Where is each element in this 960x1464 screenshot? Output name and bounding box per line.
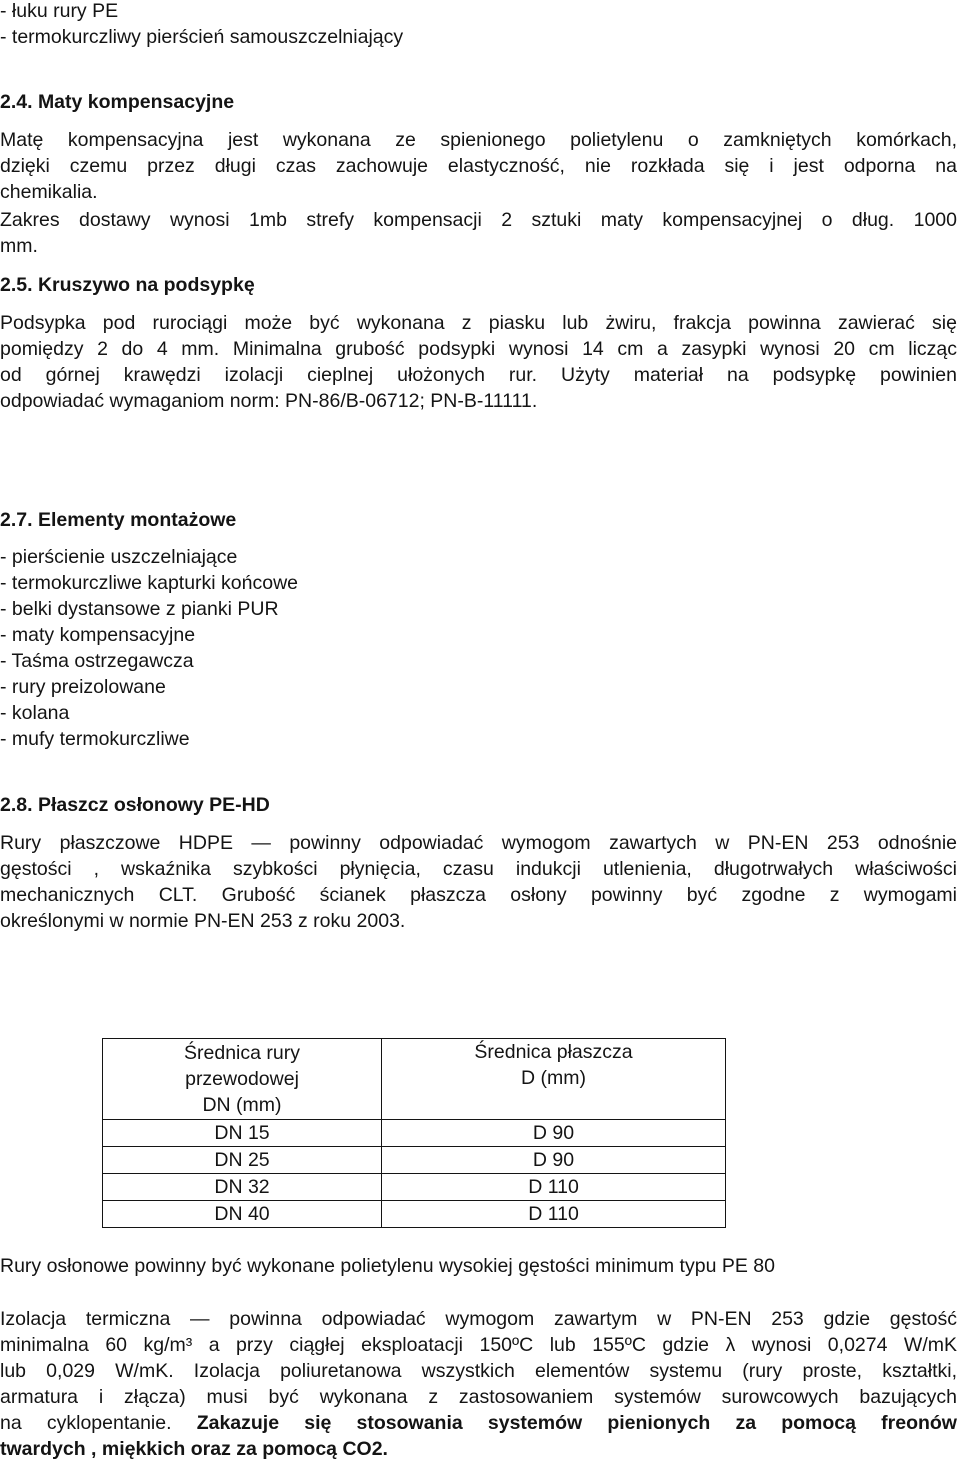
bold-warning-text: twardych , miękkich oraz za pomocą CO2. xyxy=(0,1438,388,1460)
paragraph-line: mechanicznych CLT. Grubość ścianek płaszcza osłony powinny być zgodne z wymogami xyxy=(0,884,957,906)
table-header-cell: Średnica rury przewodowej DN (mm) xyxy=(103,1039,382,1120)
list-item: - belki dystansowe z pianki PUR xyxy=(0,598,279,620)
list-item: - maty kompensacyjne xyxy=(0,624,196,646)
paragraph-line: od górnej krawędzi izolacji cieplnej ułożonych rur. Użyty materiał na podsypkę powinien xyxy=(0,364,957,386)
paragraph-line: Zakres dostawy wynosi 1mb strefy kompensacji 2 sztuki maty kompensacyjnej o dług. 1000 xyxy=(0,209,957,231)
list-item: - rury preizolowane xyxy=(0,676,166,698)
list-item: - termokurczliwe kapturki końcowe xyxy=(0,572,299,594)
table-cell: DN 32 xyxy=(103,1174,382,1201)
paragraph-line: armatura i złącza) musi być wykonana z zastosowaniem systemów surowcowych bazujących xyxy=(0,1386,957,1408)
list-item: - łuku rury PE xyxy=(0,0,119,22)
list-item: - mufy termokurczliwe xyxy=(0,728,190,750)
paragraph-line: Podsypka pod rurociągi może być wykonana z piasku lub żwiru, frakcja powinna zawierać się xyxy=(0,312,957,334)
paragraph-text: na cyklopentanie. xyxy=(0,1412,197,1434)
list-item: - kolana xyxy=(0,702,70,724)
paragraph-line: Rury osłonowe powinny być wykonane polietylenu wysokiej gęstości minimum typu PE 80 xyxy=(0,1255,775,1277)
paragraph-line: Izolacja termiczna — powinna odpowiadać wymogom zawartym w PN-EN 253 gdzie gęstość xyxy=(0,1308,957,1330)
paragraph-line: dzięki czemu przez długi czas zachowuje elastyczność, nie rozkłada się i jest odporna na xyxy=(0,155,957,177)
paragraph-line: chemikalia. xyxy=(0,181,98,203)
table-cell: D 90 xyxy=(382,1120,726,1147)
table-header-cell: Średnica płaszcza D (mm) xyxy=(382,1039,726,1120)
paragraph-line: określonymi w normie PN-EN 253 z roku 2003. xyxy=(0,910,406,932)
paragraph-line: pomiędzy 2 do 4 mm. Minimalna grubość podsypki wynosi 14 cm a zasypki wynosi 20 cm licząc xyxy=(0,338,957,360)
table-header-row xyxy=(103,1039,726,1120)
diameter-table xyxy=(102,1038,726,1228)
list-item: - pierścienie uszczelniające xyxy=(0,546,238,568)
section-heading-2-4: 2.4. Maty kompensacyjne xyxy=(0,91,235,113)
bold-warning-text: Zakazuje się stosowania systemów pienionych za pomocą freonów xyxy=(196,1412,957,1434)
table-cell: DN 40 xyxy=(103,1201,382,1228)
paragraph-line: gęstości , wskaźnika szybkości płynięcia, czasu indukcji utlenienia, długotrwałych właściwości xyxy=(0,858,957,880)
table-row xyxy=(103,1201,726,1228)
table-cell: DN 15 xyxy=(103,1120,382,1147)
list-item: - Taśma ostrzegawcza xyxy=(0,650,194,672)
paragraph-line: Matę kompensacyjna jest wykonana ze spienionego polietylenu o zamkniętych komórkach, xyxy=(0,129,957,151)
paragraph-line xyxy=(0,1410,957,1436)
table-cell: D 90 xyxy=(382,1147,726,1174)
paragraph-line: minimalna 60 kg/m³ a przy ciągłej eksploatacji 150ºC lub 155ºC gdzie λ wynosi 0,0274 W/mK xyxy=(0,1334,957,1356)
table-cell: DN 25 xyxy=(103,1147,382,1174)
paragraph-line: odpowiadać wymaganiom norm: PN-86/B-06712; PN-B-11111. xyxy=(0,390,538,412)
paragraph-line: lub 0,029 W/mK. Izolacja poliuretanowa wszystkich elementów systemu (rury proste, kształtki, xyxy=(0,1360,957,1382)
paragraph-line: mm. xyxy=(0,235,38,257)
table-row xyxy=(103,1147,726,1174)
section-heading-2-7: 2.7. Elementy montażowe xyxy=(0,509,237,531)
table-row xyxy=(103,1120,726,1147)
table-cell: D 110 xyxy=(382,1201,726,1228)
table-row xyxy=(103,1174,726,1201)
paragraph-line: Rury płaszczowe HDPE — powinny odpowiadać wymogom zawartych w PN-EN 253 odnośnie xyxy=(0,832,957,854)
table-cell: D 110 xyxy=(382,1174,726,1201)
section-heading-2-5: 2.5. Kruszywo na podsypkę xyxy=(0,274,255,296)
list-item: - termokurczliwy pierścień samouszczelniający xyxy=(0,26,404,48)
section-heading-2-8: 2.8. Płaszcz osłonowy PE-HD xyxy=(0,794,270,816)
